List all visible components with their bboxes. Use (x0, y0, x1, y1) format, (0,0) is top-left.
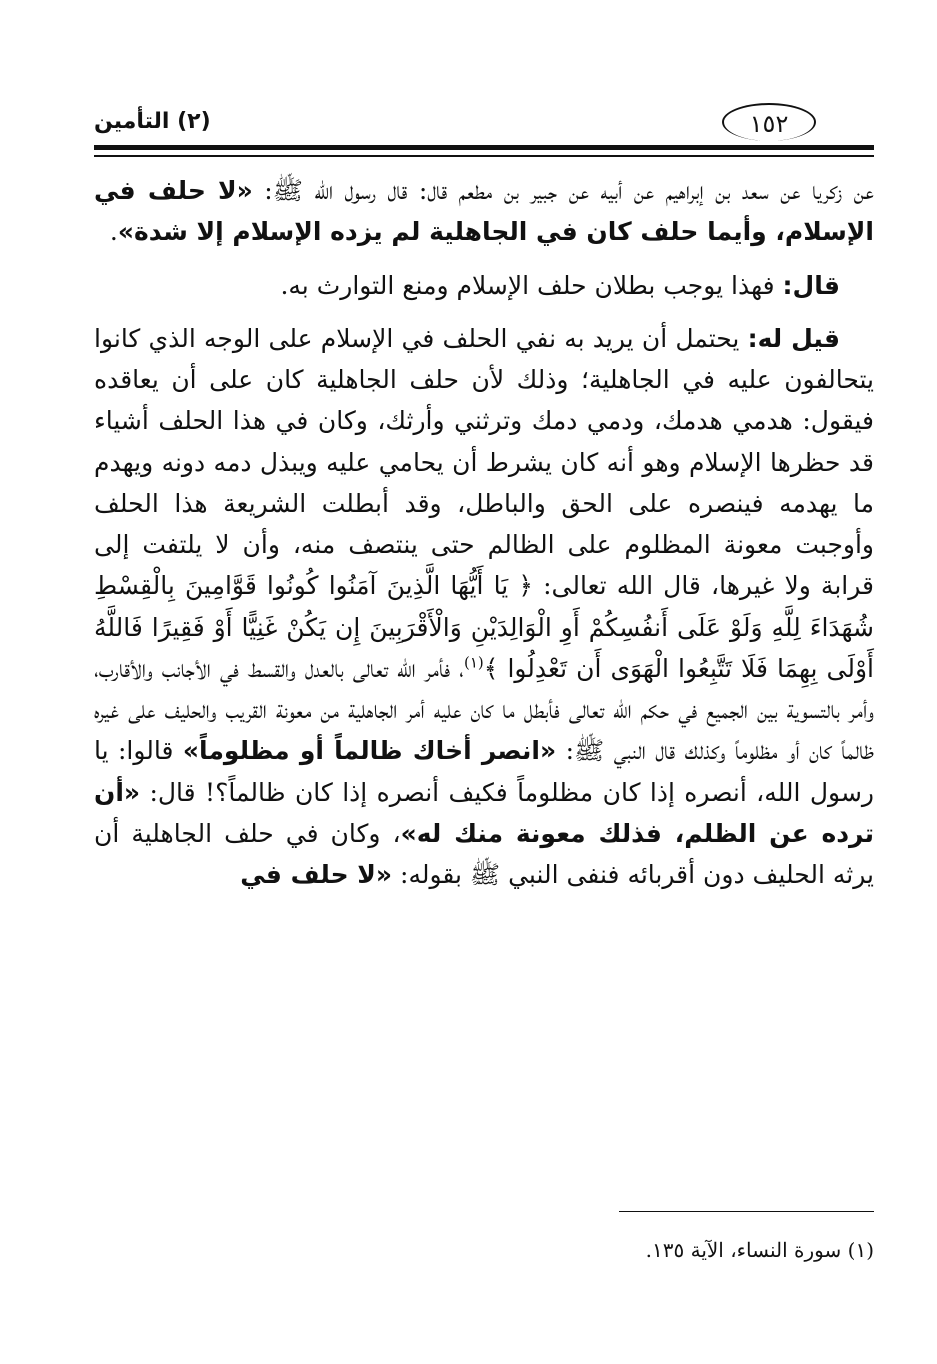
paragraph-3-text-3: قالوا: يا رسول الله، أنصره إذا كان مظلوماً فكيف أنصره إذا كان ظالماً؟! قال: (94, 736, 874, 807)
paragraph-3-text-2: ، فأمر الله تعالى بالعدل والقسط في الأجانب والأقارب، وأمر بالتسوية بين الجميع في حكم الله تعالى فأبطل ما كان عليه أمر الجاهلية من معونة القريب والحليف على غيره ظالماً كان أو مظلوماً وكذلك قال النبي ﷺ: (94, 653, 874, 766)
label-qala: قال: (782, 270, 840, 300)
paragraph-2-text: فهذا يوجب بطلان حلف الإسلام ومنع التوارث به. (280, 270, 783, 300)
hadith-restrain-oppression: «أن ترده عن الظلم، فذلك معونة منك له» (94, 777, 875, 848)
hadith-no-alliance: «لا حلف في الإسلام، وأيما حلف كان في الجاهلية لم يزده الإسلام إلا شدة» (94, 176, 874, 247)
hadith-no-alliance-continued: «لا حلف في (240, 860, 393, 889)
paragraph-3-text: يحتمل أن يريد به نفي الحلف في الإسلام على الوجه الذي كانوا يتحالفون عليه في الجاهلية؛ وذلك لأن حلف الجاهلية كان على أن يعاقده فيقول: هدمي هدمك، ودمي دمك وترثني وأرثك، وكان في هذا الحلف أشياء قد حظرها الإسلام وهو أنه كان يشرط أن يحامي عليه ويبذل دمه دونه ويهدم ما يهدمه فينصره على الحق والباطل، وقد أبطلت الشريعة هذا الحلف وأوجبت معونة المظلوم على الظالم حتى ينتصف منه، وأن لا يلتفت إلى قرابة ولا غيرها، قال الله تعالى: (94, 323, 874, 601)
label-qila-lahu: قيل له: (747, 323, 840, 353)
paragraph-3-text-4: ، وكان في حلف الجاهلية أن يرثه الحليف دون أقربائه فنفى النبي ﷺ بقوله: (94, 818, 874, 889)
header-rule-thick (94, 145, 874, 150)
paragraph-2 (94, 265, 874, 306)
footnote: (١) سورة النساء، الآية ١٣٥. (645, 1238, 874, 1262)
paragraph-1-end: . (109, 217, 118, 247)
paragraph-1-text: عن زكريا عن سعد بن إبراهيم عن أبيه عن جبير بن مطعم قال: قال رسول الله ﷺ: (252, 176, 874, 205)
body-text (94, 170, 874, 907)
hadith-help-brother: «انصر أخاك ظالماً أو مظلوماً» (182, 736, 557, 766)
quran-verse: ﴿ يَا أَيُّهَا الَّذِينَ آمَنُوا كُونُوا قَوَّامِينَ بِالْقِسْطِ شُهَدَاءَ لِلَّهِ وَلَوْ عَلَى أَنفُسِكُمْ أَوِ الْوَالِدَيْنِ وَالْأَقْرَبِينَ إِن يَكُنْ غَنِيًّا أَوْ فَقِيرًا فَاللَّهُ أَوْلَى بِهِمَا فَلَا تَتَّبِعُوا الْهَوَى أَن تَعْدِلُوا ﴾ (94, 571, 875, 683)
page-number: ١٥٢ (722, 103, 816, 141)
paragraph-1 (94, 170, 874, 253)
paragraph-3 (94, 318, 874, 896)
page-header (94, 95, 874, 165)
footnote-rule (619, 1211, 874, 1212)
footnote-marker: (١) (463, 653, 484, 672)
header-rule-thin (94, 155, 874, 157)
running-title: (٢) التأمين (94, 109, 211, 134)
